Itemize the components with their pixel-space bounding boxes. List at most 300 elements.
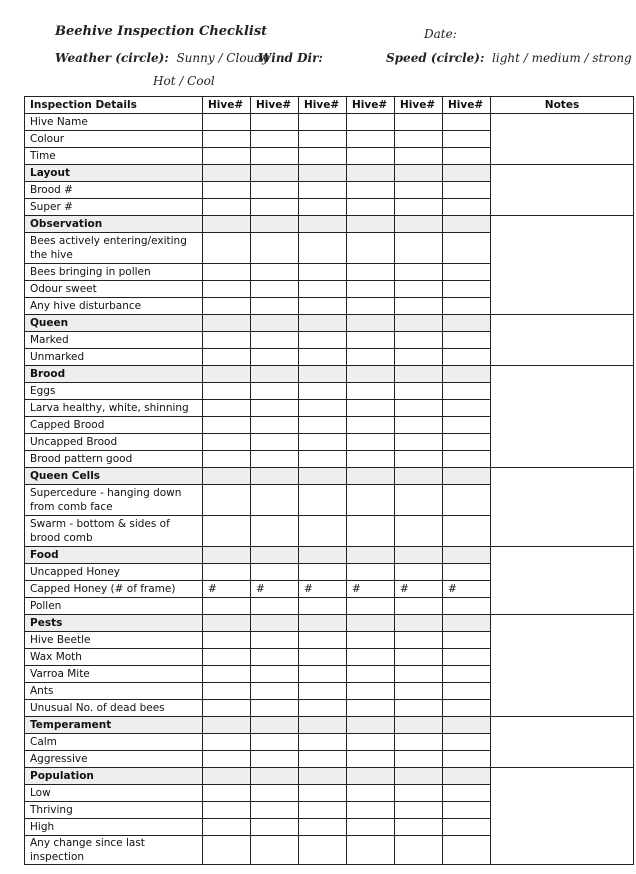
row-label: Brood pattern good bbox=[25, 451, 203, 468]
section-hive-cell bbox=[347, 165, 395, 182]
section-hive-cell bbox=[251, 366, 299, 383]
hive-entry-cell[interactable] bbox=[395, 700, 443, 717]
section-hive-cell bbox=[299, 366, 347, 383]
hive-entry-cell[interactable] bbox=[347, 819, 395, 836]
hive-entry-cell[interactable] bbox=[251, 383, 299, 400]
row-label: Aggressive bbox=[25, 751, 203, 768]
section-hive-cell bbox=[347, 468, 395, 485]
section-hive-cell bbox=[395, 366, 443, 383]
hive-entry-cell[interactable] bbox=[299, 751, 347, 768]
hive-entry-cell[interactable] bbox=[395, 836, 443, 865]
hive-entry-cell[interactable] bbox=[203, 516, 251, 547]
hive-entry-cell[interactable] bbox=[251, 131, 299, 148]
hive-entry-cell[interactable] bbox=[395, 281, 443, 298]
hive-entry-cell[interactable] bbox=[347, 332, 395, 349]
section-hive-cell bbox=[251, 547, 299, 564]
hive-entry-cell[interactable] bbox=[251, 434, 299, 451]
hive-entry-cell[interactable] bbox=[395, 417, 443, 434]
hive-entry-cell[interactable] bbox=[251, 516, 299, 547]
hive-entry-cell[interactable] bbox=[299, 819, 347, 836]
hive-entry-cell[interactable] bbox=[395, 751, 443, 768]
hive-entry-cell[interactable] bbox=[251, 417, 299, 434]
hive-entry-cell[interactable] bbox=[203, 700, 251, 717]
hive-entry-cell[interactable] bbox=[395, 400, 443, 417]
hive-entry-cell[interactable] bbox=[251, 632, 299, 649]
row-label: High bbox=[25, 819, 203, 836]
hive-entry-cell[interactable] bbox=[203, 233, 251, 264]
hive-entry-cell[interactable] bbox=[251, 400, 299, 417]
hive-entry-cell[interactable] bbox=[347, 199, 395, 216]
hive-entry-cell[interactable] bbox=[251, 751, 299, 768]
column-header-hive-3: Hive# bbox=[299, 97, 347, 114]
hive-entry-cell[interactable] bbox=[347, 114, 395, 131]
hive-entry-cell[interactable]: # bbox=[443, 581, 491, 598]
row-label: Hive Beetle bbox=[25, 632, 203, 649]
hive-entry-cell[interactable] bbox=[299, 632, 347, 649]
hive-entry-cell[interactable] bbox=[203, 264, 251, 281]
hive-entry-cell[interactable] bbox=[347, 649, 395, 666]
section-header-row bbox=[25, 315, 634, 332]
section-title: Food bbox=[25, 547, 203, 564]
hive-entry-cell[interactable] bbox=[299, 199, 347, 216]
hive-entry-cell[interactable] bbox=[395, 332, 443, 349]
hive-entry-cell[interactable] bbox=[299, 417, 347, 434]
hive-entry-cell[interactable] bbox=[203, 598, 251, 615]
hive-entry-cell[interactable] bbox=[251, 564, 299, 581]
hive-entry-cell[interactable] bbox=[299, 182, 347, 199]
section-header-row bbox=[25, 165, 634, 182]
hive-entry-cell[interactable] bbox=[203, 564, 251, 581]
section-hive-cell bbox=[443, 615, 491, 632]
notes-cell[interactable] bbox=[491, 216, 634, 315]
hive-entry-cell[interactable] bbox=[443, 683, 491, 700]
section-hive-cell bbox=[443, 717, 491, 734]
hive-entry-cell[interactable] bbox=[251, 332, 299, 349]
hive-entry-cell[interactable] bbox=[299, 264, 347, 281]
hive-entry-cell[interactable] bbox=[251, 182, 299, 199]
hive-entry-cell[interactable] bbox=[347, 182, 395, 199]
section-title: Pests bbox=[25, 615, 203, 632]
hive-entry-cell[interactable] bbox=[347, 417, 395, 434]
row-label: Capped Honey (# of frame) bbox=[25, 581, 203, 598]
hive-entry-cell[interactable] bbox=[251, 785, 299, 802]
section-header-row bbox=[25, 547, 634, 564]
hive-entry-cell[interactable] bbox=[203, 281, 251, 298]
section-hive-cell bbox=[251, 717, 299, 734]
row-label: Odour sweet bbox=[25, 281, 203, 298]
row-label: Low bbox=[25, 785, 203, 802]
hive-entry-cell[interactable] bbox=[203, 485, 251, 516]
hive-entry-cell[interactable] bbox=[395, 666, 443, 683]
row-label: Uncapped Brood bbox=[25, 434, 203, 451]
hive-entry-cell[interactable] bbox=[443, 451, 491, 468]
hive-entry-cell[interactable] bbox=[443, 332, 491, 349]
hive-entry-cell[interactable]: # bbox=[203, 581, 251, 598]
hive-entry-cell[interactable] bbox=[203, 332, 251, 349]
section-title: Observation bbox=[25, 216, 203, 233]
hive-entry-cell[interactable] bbox=[299, 485, 347, 516]
hive-entry-cell[interactable] bbox=[347, 298, 395, 315]
row-label: Pollen bbox=[25, 598, 203, 615]
section-title: Temperament bbox=[25, 717, 203, 734]
hive-entry-cell[interactable] bbox=[443, 434, 491, 451]
hive-entry-cell[interactable] bbox=[443, 199, 491, 216]
hive-entry-cell[interactable] bbox=[347, 400, 395, 417]
hive-entry-cell[interactable] bbox=[299, 598, 347, 615]
section-title: Layout bbox=[25, 165, 203, 182]
weather-label: Weather (circle): bbox=[55, 51, 169, 65]
hive-entry-cell[interactable] bbox=[299, 700, 347, 717]
hive-entry-cell[interactable] bbox=[203, 819, 251, 836]
hive-entry-cell[interactable] bbox=[203, 836, 251, 865]
hive-entry-cell[interactable] bbox=[395, 802, 443, 819]
section-hive-cell bbox=[347, 717, 395, 734]
row-label: Thriving bbox=[25, 802, 203, 819]
section-header-row bbox=[25, 216, 634, 233]
section-title: Brood bbox=[25, 366, 203, 383]
hive-entry-cell[interactable] bbox=[203, 666, 251, 683]
hive-entry-cell[interactable] bbox=[299, 734, 347, 751]
hive-entry-cell[interactable]: # bbox=[347, 581, 395, 598]
row-label: Eggs bbox=[25, 383, 203, 400]
section-header-row bbox=[25, 615, 634, 632]
hive-entry-cell[interactable] bbox=[347, 451, 395, 468]
section-title: Queen bbox=[25, 315, 203, 332]
hive-entry-cell[interactable] bbox=[299, 114, 347, 131]
hive-entry-cell[interactable] bbox=[443, 632, 491, 649]
section-title: Population bbox=[25, 768, 203, 785]
section-hive-cell bbox=[251, 615, 299, 632]
notes-cell[interactable] bbox=[491, 114, 634, 165]
hive-entry-cell[interactable] bbox=[347, 751, 395, 768]
hive-entry-cell[interactable] bbox=[443, 802, 491, 819]
hive-entry-cell[interactable] bbox=[299, 281, 347, 298]
hive-entry-cell[interactable] bbox=[203, 400, 251, 417]
section-hive-cell bbox=[395, 717, 443, 734]
hive-entry-cell[interactable] bbox=[395, 785, 443, 802]
hive-entry-cell[interactable] bbox=[395, 485, 443, 516]
section-hive-cell bbox=[443, 547, 491, 564]
hive-entry-cell[interactable] bbox=[203, 114, 251, 131]
hive-entry-cell[interactable] bbox=[203, 199, 251, 216]
hive-entry-cell[interactable] bbox=[203, 751, 251, 768]
hive-entry-cell[interactable] bbox=[443, 233, 491, 264]
row-label: Time bbox=[25, 148, 203, 165]
hive-entry-cell[interactable] bbox=[347, 632, 395, 649]
hive-entry-cell[interactable] bbox=[203, 298, 251, 315]
section-header-row bbox=[25, 768, 634, 785]
hive-entry-cell[interactable] bbox=[251, 264, 299, 281]
hive-entry-cell[interactable] bbox=[203, 683, 251, 700]
hive-entry-cell[interactable] bbox=[395, 148, 443, 165]
section-hive-cell bbox=[395, 165, 443, 182]
hive-entry-cell[interactable] bbox=[251, 298, 299, 315]
table-header-row bbox=[25, 97, 634, 114]
hive-entry-cell[interactable] bbox=[443, 148, 491, 165]
row-label: Marked bbox=[25, 332, 203, 349]
hive-entry-cell[interactable] bbox=[251, 148, 299, 165]
column-header-hive-5: Hive# bbox=[395, 97, 443, 114]
column-header-hive-6: Hive# bbox=[443, 97, 491, 114]
section-hive-cell bbox=[443, 216, 491, 233]
section-hive-cell bbox=[299, 547, 347, 564]
hive-entry-cell[interactable] bbox=[251, 683, 299, 700]
hive-entry-cell[interactable] bbox=[347, 434, 395, 451]
notes-cell[interactable] bbox=[491, 717, 634, 768]
hive-entry-cell[interactable] bbox=[395, 683, 443, 700]
hive-entry-cell[interactable] bbox=[299, 451, 347, 468]
hive-entry-cell[interactable] bbox=[299, 802, 347, 819]
hive-entry-cell[interactable] bbox=[395, 131, 443, 148]
hive-entry-cell[interactable] bbox=[347, 516, 395, 547]
hive-entry-cell[interactable] bbox=[251, 666, 299, 683]
page-title: Beehive Inspection Checklist bbox=[55, 24, 268, 39]
hive-entry-cell[interactable] bbox=[443, 298, 491, 315]
hive-entry-cell[interactable] bbox=[443, 400, 491, 417]
section-hive-cell bbox=[395, 615, 443, 632]
hive-entry-cell[interactable] bbox=[203, 349, 251, 366]
hive-entry-cell[interactable] bbox=[347, 233, 395, 264]
section-hive-cell bbox=[203, 717, 251, 734]
hive-entry-cell[interactable] bbox=[299, 400, 347, 417]
section-header-row bbox=[25, 468, 634, 485]
hive-entry-cell[interactable] bbox=[251, 233, 299, 264]
notes-cell[interactable] bbox=[491, 615, 634, 717]
hive-entry-cell[interactable] bbox=[251, 836, 299, 865]
hive-entry-cell[interactable] bbox=[251, 598, 299, 615]
hive-entry-cell[interactable] bbox=[443, 785, 491, 802]
hive-entry-cell[interactable] bbox=[299, 785, 347, 802]
hive-entry-cell[interactable]: # bbox=[299, 581, 347, 598]
row-label: Calm bbox=[25, 734, 203, 751]
hive-entry-cell[interactable] bbox=[203, 417, 251, 434]
hive-entry-cell[interactable] bbox=[395, 233, 443, 264]
hive-entry-cell[interactable] bbox=[443, 281, 491, 298]
notes-cell[interactable] bbox=[491, 315, 634, 366]
row-label: Bees actively entering/exiting the hive bbox=[25, 233, 203, 264]
section-hive-cell bbox=[299, 216, 347, 233]
section-hive-cell bbox=[203, 315, 251, 332]
hive-entry-cell[interactable] bbox=[347, 349, 395, 366]
hive-entry-cell[interactable] bbox=[395, 649, 443, 666]
hive-entry-cell[interactable] bbox=[443, 349, 491, 366]
hive-entry-cell[interactable] bbox=[443, 485, 491, 516]
hive-entry-cell[interactable] bbox=[299, 683, 347, 700]
hive-entry-cell[interactable] bbox=[443, 751, 491, 768]
hive-entry-cell[interactable] bbox=[203, 802, 251, 819]
hive-entry-cell[interactable] bbox=[347, 264, 395, 281]
hive-entry-cell[interactable] bbox=[347, 281, 395, 298]
hive-entry-cell[interactable] bbox=[251, 700, 299, 717]
hive-entry-cell[interactable] bbox=[251, 451, 299, 468]
column-header-inspection-details: Inspection Details bbox=[25, 97, 203, 114]
hive-entry-cell[interactable] bbox=[251, 114, 299, 131]
hive-entry-cell[interactable] bbox=[443, 700, 491, 717]
hive-entry-cell[interactable] bbox=[347, 485, 395, 516]
column-header-hive-4: Hive# bbox=[347, 97, 395, 114]
hive-entry-cell[interactable] bbox=[395, 434, 443, 451]
hive-entry-cell[interactable] bbox=[203, 182, 251, 199]
row-label: Supercedure - hanging down from comb face bbox=[25, 485, 203, 516]
section-hive-cell bbox=[299, 315, 347, 332]
hive-entry-cell[interactable] bbox=[251, 649, 299, 666]
notes-cell[interactable] bbox=[491, 165, 634, 216]
section-hive-cell bbox=[251, 315, 299, 332]
section-hive-cell bbox=[395, 547, 443, 564]
section-hive-cell bbox=[347, 547, 395, 564]
hive-entry-cell[interactable] bbox=[395, 182, 443, 199]
row-label: Larva healthy, white, shinning bbox=[25, 400, 203, 417]
hive-entry-cell[interactable] bbox=[443, 516, 491, 547]
hive-entry-cell[interactable] bbox=[299, 666, 347, 683]
hive-entry-cell[interactable] bbox=[443, 383, 491, 400]
hive-entry-cell[interactable] bbox=[443, 131, 491, 148]
row-label: Unmarked bbox=[25, 349, 203, 366]
hive-entry-cell[interactable] bbox=[443, 649, 491, 666]
hive-entry-cell[interactable] bbox=[299, 349, 347, 366]
speed-line bbox=[386, 51, 632, 65]
notes-cell[interactable] bbox=[491, 468, 634, 547]
row-label: Ants bbox=[25, 683, 203, 700]
hive-entry-cell[interactable] bbox=[299, 233, 347, 264]
hive-entry-cell[interactable] bbox=[251, 485, 299, 516]
notes-cell[interactable] bbox=[491, 547, 634, 615]
section-hive-cell bbox=[299, 717, 347, 734]
hive-entry-cell[interactable] bbox=[203, 383, 251, 400]
hive-entry-cell[interactable] bbox=[347, 683, 395, 700]
hive-entry-cell[interactable] bbox=[395, 114, 443, 131]
hive-entry-cell[interactable] bbox=[443, 417, 491, 434]
section-hive-cell bbox=[203, 615, 251, 632]
hive-entry-cell[interactable] bbox=[347, 700, 395, 717]
hive-entry-cell[interactable] bbox=[395, 264, 443, 281]
hive-entry-cell[interactable]: # bbox=[395, 581, 443, 598]
hive-entry-cell[interactable] bbox=[251, 819, 299, 836]
hive-entry-cell[interactable] bbox=[395, 819, 443, 836]
row-label: Any change since last inspection bbox=[25, 836, 203, 865]
row-label: Hive Name bbox=[25, 114, 203, 131]
notes-cell[interactable] bbox=[491, 768, 634, 865]
section-hive-cell bbox=[443, 315, 491, 332]
speed-options: light / medium / strong bbox=[492, 51, 632, 65]
hive-entry-cell[interactable] bbox=[347, 734, 395, 751]
hive-entry-cell[interactable] bbox=[395, 564, 443, 581]
section-hive-cell bbox=[203, 468, 251, 485]
hive-entry-cell[interactable] bbox=[395, 734, 443, 751]
section-hive-cell bbox=[347, 315, 395, 332]
hive-entry-cell[interactable] bbox=[299, 516, 347, 547]
hive-entry-cell[interactable] bbox=[347, 666, 395, 683]
hive-entry-cell[interactable] bbox=[347, 148, 395, 165]
hive-entry-cell[interactable] bbox=[203, 148, 251, 165]
section-hive-cell bbox=[347, 615, 395, 632]
hive-entry-cell[interactable] bbox=[395, 516, 443, 547]
hive-entry-cell[interactable] bbox=[395, 632, 443, 649]
section-hive-cell bbox=[203, 768, 251, 785]
hive-entry-cell[interactable] bbox=[443, 114, 491, 131]
hive-entry-cell[interactable] bbox=[299, 564, 347, 581]
hive-entry-cell[interactable] bbox=[443, 666, 491, 683]
hive-entry-cell[interactable] bbox=[203, 785, 251, 802]
hive-entry-cell[interactable] bbox=[347, 836, 395, 865]
hive-entry-cell[interactable] bbox=[395, 451, 443, 468]
hive-entry-cell[interactable] bbox=[299, 434, 347, 451]
hive-entry-cell[interactable] bbox=[251, 734, 299, 751]
hive-entry-cell[interactable] bbox=[203, 434, 251, 451]
hive-entry-cell[interactable] bbox=[443, 598, 491, 615]
section-hive-cell bbox=[203, 547, 251, 564]
hive-entry-cell[interactable] bbox=[395, 298, 443, 315]
hive-entry-cell[interactable] bbox=[299, 131, 347, 148]
hive-entry-cell[interactable] bbox=[299, 332, 347, 349]
hive-entry-cell[interactable] bbox=[203, 734, 251, 751]
hive-entry-cell[interactable] bbox=[251, 349, 299, 366]
section-hive-cell bbox=[203, 366, 251, 383]
section-hive-cell bbox=[299, 768, 347, 785]
hive-entry-cell[interactable] bbox=[251, 802, 299, 819]
hive-entry-cell[interactable] bbox=[299, 836, 347, 865]
hive-entry-cell[interactable] bbox=[395, 349, 443, 366]
hive-entry-cell[interactable] bbox=[443, 264, 491, 281]
hive-entry-cell[interactable] bbox=[347, 802, 395, 819]
hive-entry-cell[interactable] bbox=[203, 131, 251, 148]
row-label: Swarm - bottom & sides of brood comb bbox=[25, 516, 203, 547]
section-hive-cell bbox=[443, 768, 491, 785]
section-hive-cell bbox=[395, 216, 443, 233]
hive-entry-cell[interactable] bbox=[443, 182, 491, 199]
hive-entry-cell[interactable] bbox=[395, 199, 443, 216]
hive-entry-cell[interactable] bbox=[251, 281, 299, 298]
weather-options-extra: Hot / Cool bbox=[153, 74, 215, 88]
hive-entry-cell[interactable]: # bbox=[251, 581, 299, 598]
hive-entry-cell[interactable] bbox=[395, 598, 443, 615]
wind-direction-label: Wind Dir: bbox=[258, 51, 323, 65]
section-hive-cell bbox=[203, 216, 251, 233]
column-header-hive-2: Hive# bbox=[251, 97, 299, 114]
hive-entry-cell[interactable] bbox=[443, 734, 491, 751]
section-title: Queen Cells bbox=[25, 468, 203, 485]
date-label: Date: bbox=[424, 27, 457, 41]
section-hive-cell bbox=[395, 468, 443, 485]
row-label: Bees bringing in pollen bbox=[25, 264, 203, 281]
hive-entry-cell[interactable] bbox=[347, 131, 395, 148]
hive-entry-cell[interactable] bbox=[347, 598, 395, 615]
notes-cell[interactable] bbox=[491, 366, 634, 468]
hive-entry-cell[interactable] bbox=[443, 564, 491, 581]
hive-entry-cell[interactable] bbox=[347, 785, 395, 802]
hive-entry-cell[interactable] bbox=[299, 148, 347, 165]
column-header-notes: Notes bbox=[491, 97, 634, 114]
hive-entry-cell[interactable] bbox=[443, 836, 491, 865]
inspection-table bbox=[24, 96, 634, 865]
hive-entry-cell[interactable] bbox=[299, 649, 347, 666]
section-hive-cell bbox=[443, 165, 491, 182]
section-header-row bbox=[25, 366, 634, 383]
hive-entry-cell[interactable] bbox=[203, 451, 251, 468]
hive-entry-cell[interactable] bbox=[347, 564, 395, 581]
hive-entry-cell[interactable] bbox=[251, 199, 299, 216]
column-header-hive-1: Hive# bbox=[203, 97, 251, 114]
hive-entry-cell[interactable] bbox=[443, 819, 491, 836]
hive-entry-cell[interactable] bbox=[395, 383, 443, 400]
hive-entry-cell[interactable] bbox=[203, 632, 251, 649]
hive-entry-cell[interactable] bbox=[299, 298, 347, 315]
hive-entry-cell[interactable] bbox=[203, 649, 251, 666]
hive-entry-cell[interactable] bbox=[347, 383, 395, 400]
section-hive-cell bbox=[299, 468, 347, 485]
section-hive-cell bbox=[203, 165, 251, 182]
hive-entry-cell[interactable] bbox=[299, 383, 347, 400]
